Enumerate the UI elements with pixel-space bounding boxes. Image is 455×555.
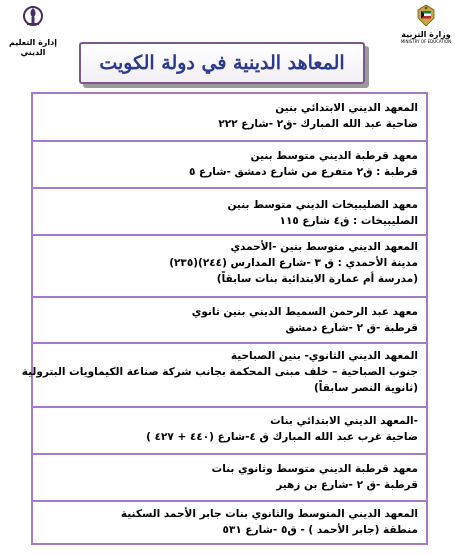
- institute-name: معهد عبد الرحمن السميط الديني بنين ثانوي: [191, 306, 418, 318]
- institute-row: [33, 455, 426, 502]
- institute-name: المعهد الديني الابتدائي بنين: [275, 102, 418, 114]
- institute-address: الصليبيخات : ق٤ شارع ١١٥: [279, 215, 418, 227]
- institute-row: [33, 189, 426, 236]
- institute-address: قرطبة : ق٢ متفرع من شارع دمشق -شارع ٥: [188, 166, 418, 178]
- institute-address: منطقة (جابر الأحمد ) - ق٥ -شارع ٥٣١: [222, 524, 418, 536]
- kuwait-emblem-icon: [416, 4, 436, 26]
- institute-row: [21, 344, 426, 408]
- institute-name: معهد الصليبيخات الديني متوسط بنين: [227, 199, 418, 211]
- institutes-table: [21, 92, 428, 545]
- institute-address: قرطبة -ق ٢ -شارع دمشق: [285, 322, 418, 334]
- institute-row: [33, 408, 426, 455]
- institute-row: [33, 298, 426, 344]
- institute-address: قرطبة -ق ٢ -شارع بن زهير: [276, 479, 418, 491]
- institute-note: (ثانوية النصر سابقاً): [313, 382, 418, 394]
- institute-name: معهد قرطبة الديني متوسط بنين: [250, 150, 418, 162]
- institute-name: المعهد الديني متوسط بنين -الأحمدي: [230, 241, 418, 253]
- ministry-logo: [400, 4, 452, 50]
- institute-row: [33, 502, 426, 543]
- institute-name: المعهد الديني الثانوي- بنين الصباحية: [230, 350, 418, 362]
- page-title: المعاهد الدينية في دولة الكويت: [99, 52, 345, 74]
- ministry-name-en: MINISTRY OF EDUCATION: [400, 39, 452, 44]
- department-logo: [2, 4, 64, 57]
- institute-row: [33, 142, 426, 189]
- page-title-banner: [79, 42, 365, 84]
- department-emblem-icon: [22, 4, 44, 28]
- institute-address: ضاحية عبد الله المبارك -ق٢ -شارع ٢٢٢: [218, 118, 418, 130]
- institute-name: -المعهد الديني الابتدائي بنات: [270, 415, 418, 427]
- institute-name: معهد قرطبة الديني متوسط وثانوي بنات: [211, 463, 418, 475]
- institute-row: [33, 236, 426, 298]
- institute-address: جنوب الصباحية – خلف مبنى المحكمة بجانب شركة صناعة الكيماويات البترولية: [21, 366, 418, 378]
- institute-address: ضاحية غرب عبد الله المبارك ق ٤-شارع (٤٤٠ + ٤٢٧ ): [146, 431, 418, 443]
- institute-row: [33, 94, 426, 142]
- department-name: إدارة التعليم الديني: [8, 38, 58, 57]
- institute-note: (مدرسة أم عمارة الابتدائية بنات سابقاً): [216, 273, 418, 285]
- institute-name: المعهد الديني المتوسط والثانوي بنات جابر الأحمد السكنية: [120, 508, 418, 520]
- ministry-name-ar: وزارة التربية: [401, 30, 451, 39]
- institute-address: مدينة الأحمدي : ق ٣ -شارع المدارس (٢٤٤)(٢٣٥): [169, 257, 418, 269]
